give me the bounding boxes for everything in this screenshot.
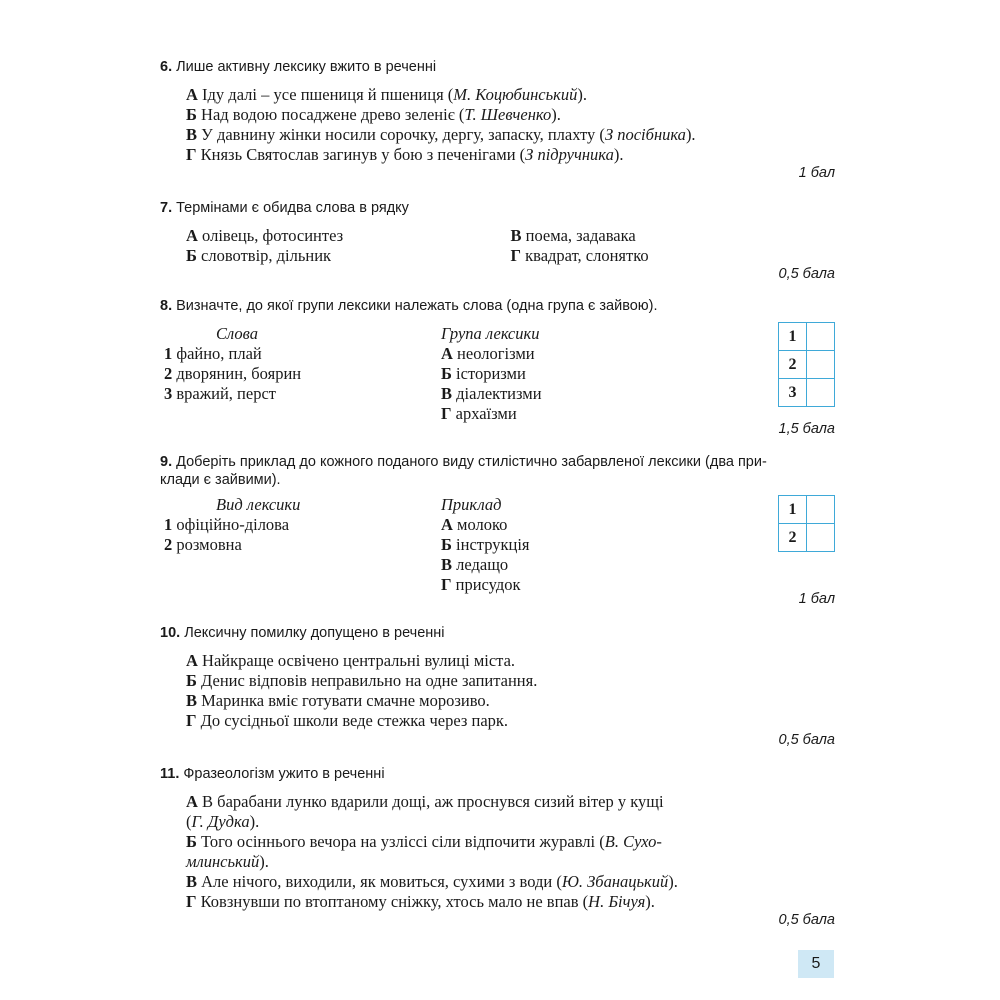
matching-columns xyxy=(160,324,835,424)
list-item: 3 вражий, перст xyxy=(164,384,276,403)
question-9 xyxy=(160,453,835,607)
question-8 xyxy=(160,297,835,437)
groups-column xyxy=(441,324,542,424)
matching-columns xyxy=(160,495,835,595)
option-list xyxy=(160,651,835,731)
option-d: Г квадрат, слонятко xyxy=(510,246,649,265)
answer-cell[interactable] xyxy=(807,496,835,524)
list-item: 1 офіційно-ділова xyxy=(164,515,290,534)
list-item: А неологізми xyxy=(441,344,535,363)
question-title: 8. Визначте, до якої групи лексики належать слова (одна група є зайвою). xyxy=(160,298,658,314)
question-title: 10. Лексичну помилку допущено в реченні xyxy=(160,625,445,641)
option-list xyxy=(160,85,835,165)
grid-row-label: 1 xyxy=(779,496,807,524)
list-item: Г архаїзми xyxy=(441,404,517,423)
question-title xyxy=(160,58,835,76)
page-number: 5 xyxy=(798,950,834,978)
column-header: Слова xyxy=(216,324,258,343)
question-6 xyxy=(160,58,835,181)
option-d: Г Князь Святослав загинув у бою з печенігами (З підручника). xyxy=(186,145,624,164)
points-label: 1 бал xyxy=(798,591,835,607)
grid-row-label: 1 xyxy=(779,323,807,351)
answer-grid xyxy=(778,495,835,552)
list-item: 2 розмовна xyxy=(164,535,242,554)
answer-grid xyxy=(778,322,835,407)
option-b: Б Того осіннього вечора на узліссі сіли відпочити журавлі (В. Сухо- млинський). xyxy=(186,832,662,871)
option-c: В поема, задавака xyxy=(510,226,636,245)
option-a: А В барабани лунко вдарили дощі, аж проснувся сизий вітер у кущі (Г. Дудка). xyxy=(186,792,664,831)
grid-row-label: 2 xyxy=(779,524,807,552)
question-11 xyxy=(160,765,835,928)
option-a: А олівець, фотосинтез xyxy=(186,226,344,245)
column-header: Група лексики xyxy=(441,324,540,343)
question-title: 9. Доберіть приклад до кожного поданого виду стилістично забарвленої лексики (два при- клади є зайвими). xyxy=(160,454,767,488)
option-d: Г Ковзнувши по втоптаному сніжку, хтось мало не впав (Н. Бічуя). xyxy=(186,892,655,911)
question-title: 11. Фразеологізм ужито в реченні xyxy=(160,766,385,782)
list-item: Г присудок xyxy=(441,575,521,594)
list-item: 2 дворянин, боярин xyxy=(164,364,302,383)
option-b: Б Денис відповів неправильно на одне запитання. xyxy=(186,671,538,690)
option-c: В Маринка вміє готувати смачне морозиво. xyxy=(186,691,490,710)
list-item: А молоко xyxy=(441,515,508,534)
question-text: Лише активну лексику вжито в реченні xyxy=(176,59,437,75)
points-label: 0,5 бала xyxy=(778,266,835,282)
question-title: 7. Термінами є обидва слова в рядку xyxy=(160,200,409,216)
option-list xyxy=(160,792,835,912)
list-item: Б історизми xyxy=(441,364,526,383)
list-item: Б інструкція xyxy=(441,535,530,554)
option-a: А Найкраще освічено центральні вулиці міста. xyxy=(186,651,516,670)
answer-cell[interactable] xyxy=(807,351,835,379)
list-item: В ледащо xyxy=(441,555,509,574)
option-a: А Іду далі – усе пшениця й пшениця (М. Коцюбинський). xyxy=(186,85,587,104)
option-d: Г До сусідньої школи веде стежка через парк. xyxy=(186,711,509,730)
question-10 xyxy=(160,624,835,748)
column-header: Приклад xyxy=(441,495,502,514)
question-7 xyxy=(160,199,835,282)
option-b: Б Над водою посаджене древо зеленіє (Т. Шевченко). xyxy=(186,105,561,124)
words-column xyxy=(160,324,441,424)
points-label: 0,5 бала xyxy=(778,912,835,928)
examples-column xyxy=(441,495,530,595)
points-label: 1,5 бала xyxy=(778,421,835,437)
points-label: 1 бал xyxy=(798,165,835,181)
grid-row-label: 2 xyxy=(779,351,807,379)
points-label: 0,5 бала xyxy=(778,732,835,748)
question-number: 6. xyxy=(160,59,173,75)
list-item: В діалектизми xyxy=(441,384,542,403)
column-header: Вид лексики xyxy=(216,495,301,514)
list-item: 1 файно, плай xyxy=(164,344,262,363)
option-b: Б словотвір, дільник xyxy=(186,246,332,265)
grid-row-label: 3 xyxy=(779,379,807,407)
answer-cell[interactable] xyxy=(807,323,835,351)
option-grid xyxy=(160,226,835,266)
answer-cell[interactable] xyxy=(807,524,835,552)
types-column xyxy=(160,495,441,595)
answer-cell[interactable] xyxy=(807,379,835,407)
option-c: В Але нічого, виходили, як мовиться, сухими з води (Ю. Збанацький). xyxy=(186,872,678,891)
option-c: В У давнину жінки носили сорочку, дергу, запаску, плахту (З посібника). xyxy=(186,125,696,144)
